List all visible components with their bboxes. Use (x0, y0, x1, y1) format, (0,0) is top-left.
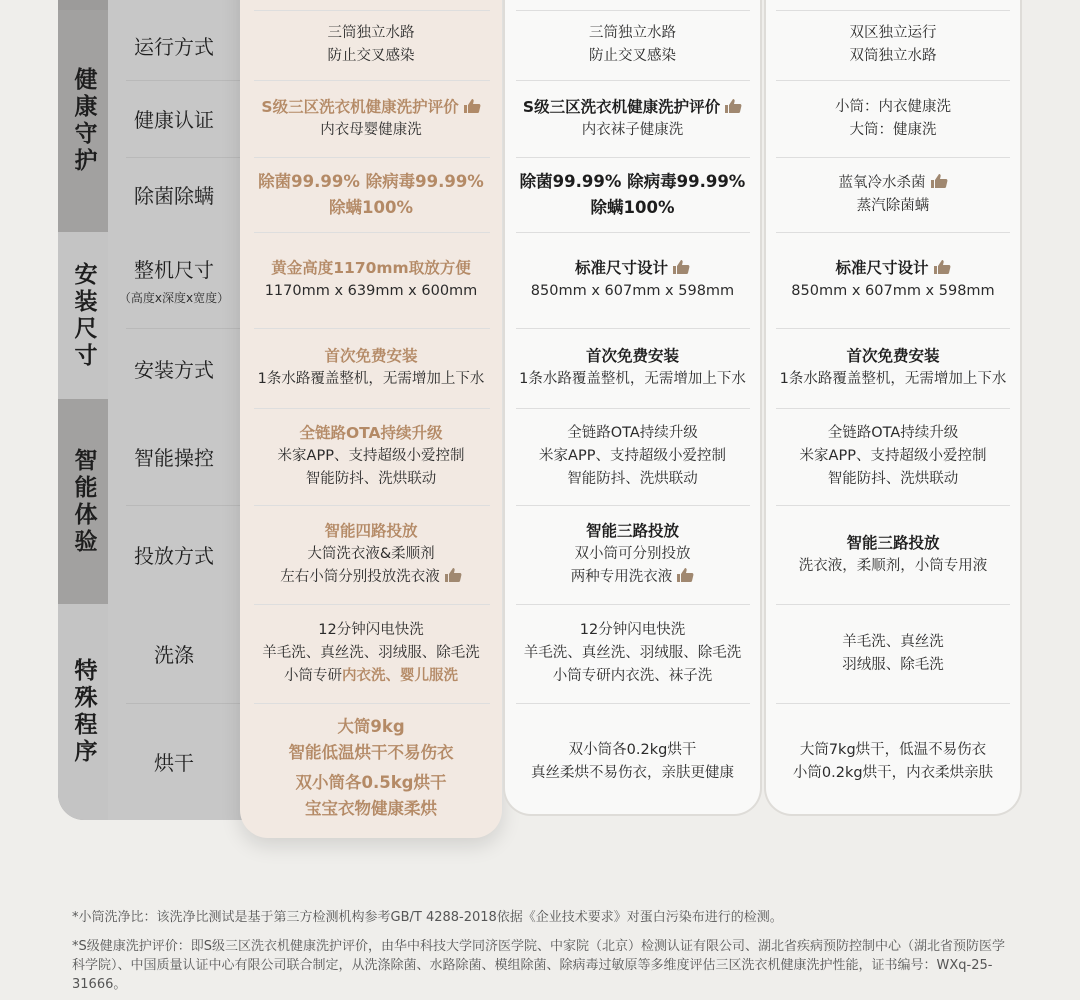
thumbs-up-icon (676, 567, 694, 583)
cell-c2-operation: 三筒独立水路 防止交叉感染 (589, 25, 676, 64)
cell-c2-sterilize: 除菌99.99% 除病毒99.99% 除螨100% (519, 171, 746, 217)
category-health: 健康守护 (58, 10, 110, 232)
cell-c1-wash: 12分钟闪电快洗 羊毛洗、真丝洗、羽绒服、除毛洗 小筒专研内衣洗、婴儿服洗 (262, 622, 480, 684)
thumbs-up-icon (444, 567, 462, 583)
row-label-health-cert: 健康认证 (134, 108, 214, 132)
row-label-smart-control: 智能操控 (134, 446, 214, 470)
cell-c3-dry: 大筒7kg烘干，低温不易伤衣 小筒0.2kg烘干，内衣柔烘亲肤 (792, 741, 994, 781)
row-label-wash: 洗涤 (154, 643, 194, 667)
category-smart: 智能体验 (58, 399, 110, 604)
row-label-dry: 烘干 (154, 751, 194, 775)
cell-c3-install: 首次免费安装 1条水路覆盖整机，无需增加上下水 (779, 347, 1007, 387)
cell-c3-size: 标准尺寸设计 850mm x 607mm x 598mm (791, 259, 995, 299)
row-label-size: 整机尺寸 （高度x深度x宽度） (118, 258, 230, 305)
thumbs-up-icon (930, 173, 948, 189)
row-divider (254, 703, 490, 704)
cell-c1-health-cert: S级三区洗衣机健康洗护评价 内衣母婴健康洗 (240, 80, 502, 157)
cell-c1-smart-control: 全链路OTA持续升级 米家APP、支持超级小爱控制 智能防抖、洗烘联动 (277, 424, 465, 487)
cell-c1-dry: 大筒9kg 智能低温烘干不易伤衣 双小筒各0.5kg烘干 宝宝衣物健康柔烘 (288, 716, 454, 818)
cell-c2-install: 首次免费安装 1条水路覆盖整机，无需增加上下水 (519, 347, 746, 387)
footnote-health-eval: *S级健康洗护评价：即S级三区洗衣机健康洗护评价，由华中科技大学同济医学院、中家院（北京）检测认证有限公司、湖北省疾病预防控制中心（湖北省预防医学科学院）、中国质量认证中心有限公司联合制定，从洗涤除菌、水路除菌、模组除菌、除病毒过敏原等多维度评估三区洗衣机健康洗护性能，证书编号：WXq-25-31666。 (72, 939, 1006, 992)
cell-c3-sterilize: 蓝氧冷水杀菌 蒸汽除菌螨 (764, 157, 1022, 232)
cell-c3-wash: 羊毛洗、真丝洗 羽绒服、除毛洗 (842, 633, 944, 673)
cell-c1-sterilize: 除菌99.99% 除病毒99.99% 除螨100% (258, 171, 484, 217)
category-special: 特殊程序 (58, 604, 110, 820)
cell-c1-install: 首次免费安装 1条水路覆盖整机，无需增加上下水 (257, 347, 485, 387)
cell-c2-dry: 双小筒各0.2kg烘干 真丝柔烘不易伤衣，亲肤更健康 (531, 741, 734, 781)
row-label-install: 安装方式 (134, 357, 214, 382)
thumbs-up-icon (672, 259, 690, 275)
footnote-wash-ratio: *小筒洗净比：该洗净比测试是基于第三方检测机构参考GB/T 4288-2018依据《企业技术要求》对蛋白污染布进行的检测。 (72, 910, 783, 925)
cell-c3-smart-control: 全链路OTA持续升级 米家APP、支持超级小爱控制 智能防抖、洗烘联动 (799, 425, 987, 487)
thumbs-up-icon (463, 98, 481, 114)
cell-c2-dispense: 智能三路投放 双小筒可分别投放 两种专用洗衣液 (503, 505, 762, 604)
cell-c2-wash: 12分钟闪电快洗 羊毛洗、真丝洗、羽绒服、除毛洗 小筒专研内衣洗、袜子洗 (523, 622, 742, 684)
cell-c3-dispense: 智能三路投放 洗衣液，柔顺剂，小筒专用液 (798, 533, 988, 574)
cell-c2-health-cert: S级三区洗衣机健康洗护评价 内衣袜子健康洗 (503, 80, 762, 157)
cell-c3-operation: 双区独立运行 双筒独立水路 (849, 25, 937, 64)
category-install: 安装尺寸 (58, 232, 110, 399)
cell-c1-size: 黄金高度1170mm取放方便 1170mm x 639mm x 600mm (264, 259, 478, 299)
cell-c1-dispense: 智能四路投放 大筒洗衣液&柔顺剂 左右小筒分别投放洗衣液 (240, 505, 502, 604)
cell-c3-health-cert: 小筒：内衣健康洗 大筒：健康洗 (835, 98, 951, 138)
cell-c1-operation: 三筒独立水路 防止交叉感染 (327, 25, 415, 64)
row-label-dispense: 投放方式 (134, 544, 214, 568)
row-label-operation: 运行方式 (134, 34, 214, 59)
cell-c2-size: 标准尺寸设计 850mm x 607mm x 598mm (530, 259, 735, 299)
thumbs-up-icon (724, 98, 742, 114)
row-label-sterilize: 除菌除螨 (134, 184, 214, 208)
thumbs-up-icon (933, 259, 951, 275)
cell-c2-smart-control: 全链路OTA持续升级 米家APP、支持超级小爱控制 智能防抖、洗烘联动 (539, 425, 726, 487)
